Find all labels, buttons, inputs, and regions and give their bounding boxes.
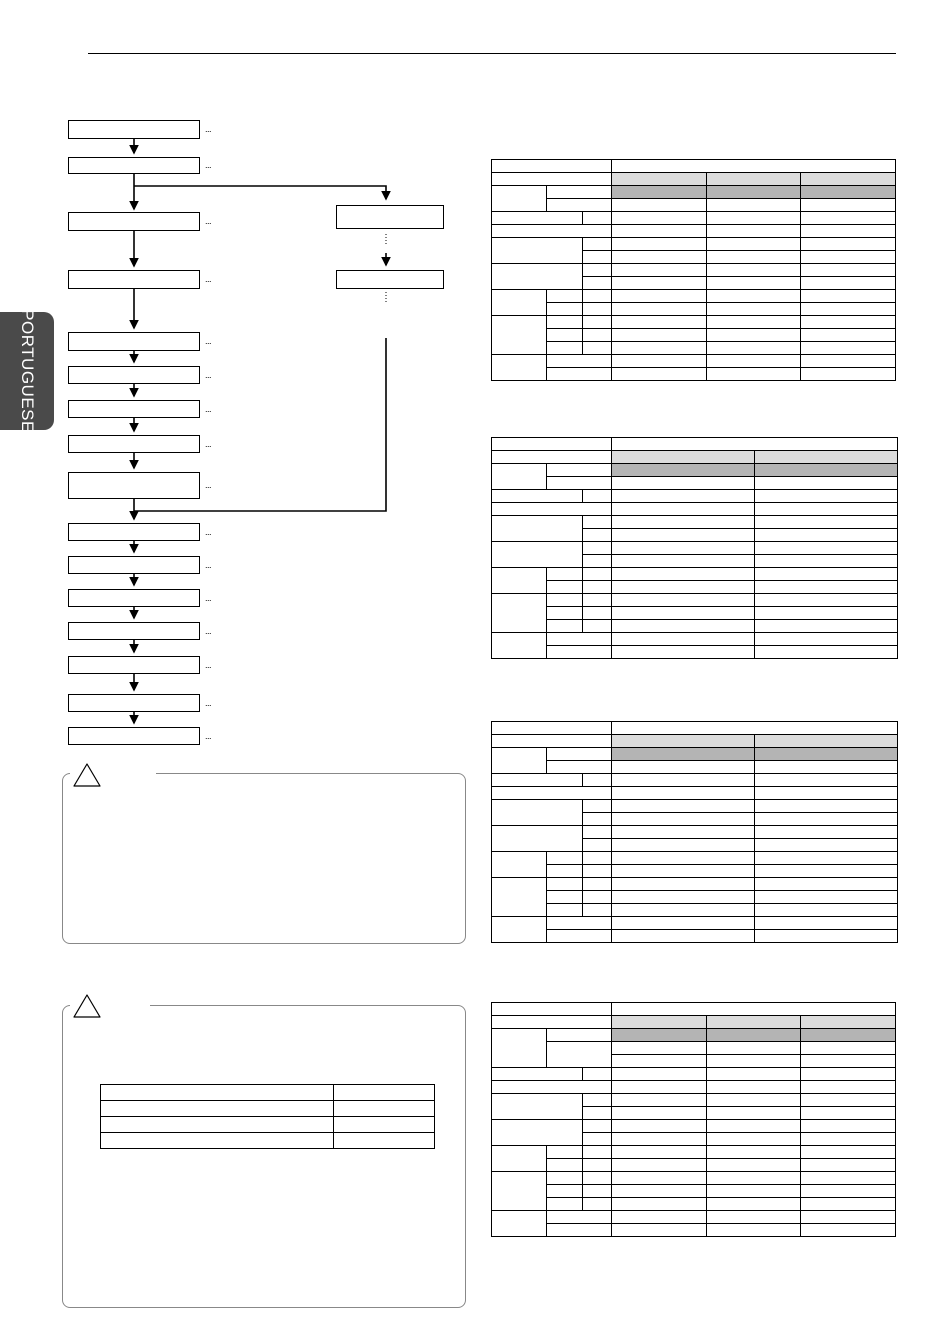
table-row [492, 620, 898, 633]
table-row [492, 225, 896, 238]
table-row [101, 1101, 435, 1117]
table-row [492, 865, 898, 878]
table-row [492, 160, 896, 173]
flow-dots: ... [205, 216, 212, 226]
spec-table-a [491, 159, 896, 381]
flow-step-6 [68, 366, 200, 384]
flow-step-5 [68, 332, 200, 351]
table-row [492, 1120, 896, 1133]
table-row [492, 1172, 896, 1185]
table-row [492, 917, 898, 930]
table-row [492, 212, 896, 225]
flow-step-1 [68, 120, 200, 139]
flow-step-2 [68, 157, 200, 174]
table-row [101, 1085, 435, 1101]
table-row [492, 1068, 896, 1081]
table-row [492, 264, 896, 277]
table-row [492, 516, 898, 529]
table-row [492, 904, 898, 917]
table-row [492, 451, 898, 464]
table-row [492, 1198, 896, 1211]
table-row [492, 852, 898, 865]
table-row [492, 646, 898, 659]
table-row [492, 735, 898, 748]
flow-step-3 [68, 212, 200, 231]
flow-dots: ... [205, 527, 212, 537]
table-row [492, 633, 898, 646]
caution-note-box [62, 773, 466, 944]
table-row [492, 878, 898, 891]
table-row [492, 186, 896, 199]
flow-step-8 [68, 435, 200, 453]
language-tab-label: PORTUGUESE [18, 309, 37, 433]
flow-step-16 [68, 727, 200, 745]
table-row [492, 930, 898, 943]
table-row [492, 238, 896, 251]
flow-dots: ... [205, 336, 212, 346]
table-row [492, 503, 898, 516]
flow-dots: ... [205, 626, 212, 636]
note-table [100, 1084, 435, 1149]
flow-step-11 [68, 556, 200, 574]
flow-dots: ... [205, 124, 212, 134]
table-row [492, 1211, 896, 1224]
table-row [492, 290, 896, 303]
table-row [492, 1185, 896, 1198]
table-row [492, 594, 898, 607]
table-row [492, 316, 896, 329]
flow-dots: ... [205, 404, 212, 414]
flow-dots: ... [205, 480, 212, 490]
table-row [492, 438, 898, 451]
table-row [492, 607, 898, 620]
table-row [492, 329, 896, 342]
warning-triangle-icon [72, 762, 102, 788]
table-row [492, 342, 896, 355]
table-row [492, 568, 898, 581]
flow-dots: ... [205, 560, 212, 570]
table-row [492, 891, 898, 904]
flow-step-7 [68, 400, 200, 418]
flow-dots: ... [205, 660, 212, 670]
table-row [492, 787, 898, 800]
table-row [101, 1133, 435, 1149]
flow-branch-step-1 [336, 205, 444, 229]
spec-table-c [491, 721, 898, 943]
flow-dots: ... [205, 160, 212, 170]
table-row [492, 1094, 896, 1107]
spec-table-d [491, 1002, 896, 1237]
table-row [492, 368, 896, 381]
table-row [492, 1146, 896, 1159]
flow-step-4 [68, 270, 200, 289]
flow-dots: ... [205, 370, 212, 380]
flow-dots: ... [205, 439, 212, 449]
table-row [492, 1081, 896, 1094]
table-row [492, 581, 898, 594]
table-row [492, 464, 898, 477]
table-row [492, 542, 898, 555]
table-row [492, 1159, 896, 1172]
table-row [492, 1016, 896, 1029]
table-row [492, 173, 896, 186]
table-row [101, 1117, 435, 1133]
flow-step-10 [68, 523, 200, 541]
flow-step-15 [68, 694, 200, 712]
caution-note-box [62, 1005, 466, 1308]
table-row [492, 761, 898, 774]
table-row [492, 303, 896, 316]
table-row [492, 826, 898, 839]
table-row [492, 1042, 896, 1055]
flow-dots: ... [205, 731, 212, 741]
flow-dots: ... [205, 593, 212, 603]
table-row [492, 722, 898, 735]
table-row [492, 1003, 896, 1016]
table-row [492, 199, 896, 212]
table-row [492, 774, 898, 787]
warning-triangle-icon [72, 993, 102, 1019]
table-row [492, 1029, 896, 1042]
flow-dots: ... [205, 274, 212, 284]
flow-dots: ... [205, 698, 212, 708]
table-row [492, 1224, 896, 1237]
table-row [492, 355, 896, 368]
table-row [492, 490, 898, 503]
flow-step-9 [68, 472, 200, 499]
flow-step-12 [68, 589, 200, 607]
table-row [492, 748, 898, 761]
flow-branch-step-2 [336, 270, 444, 289]
flow-step-13 [68, 622, 200, 640]
flow-step-14 [68, 656, 200, 674]
table-row [492, 800, 898, 813]
spec-table-b [491, 437, 898, 659]
table-row [492, 477, 898, 490]
